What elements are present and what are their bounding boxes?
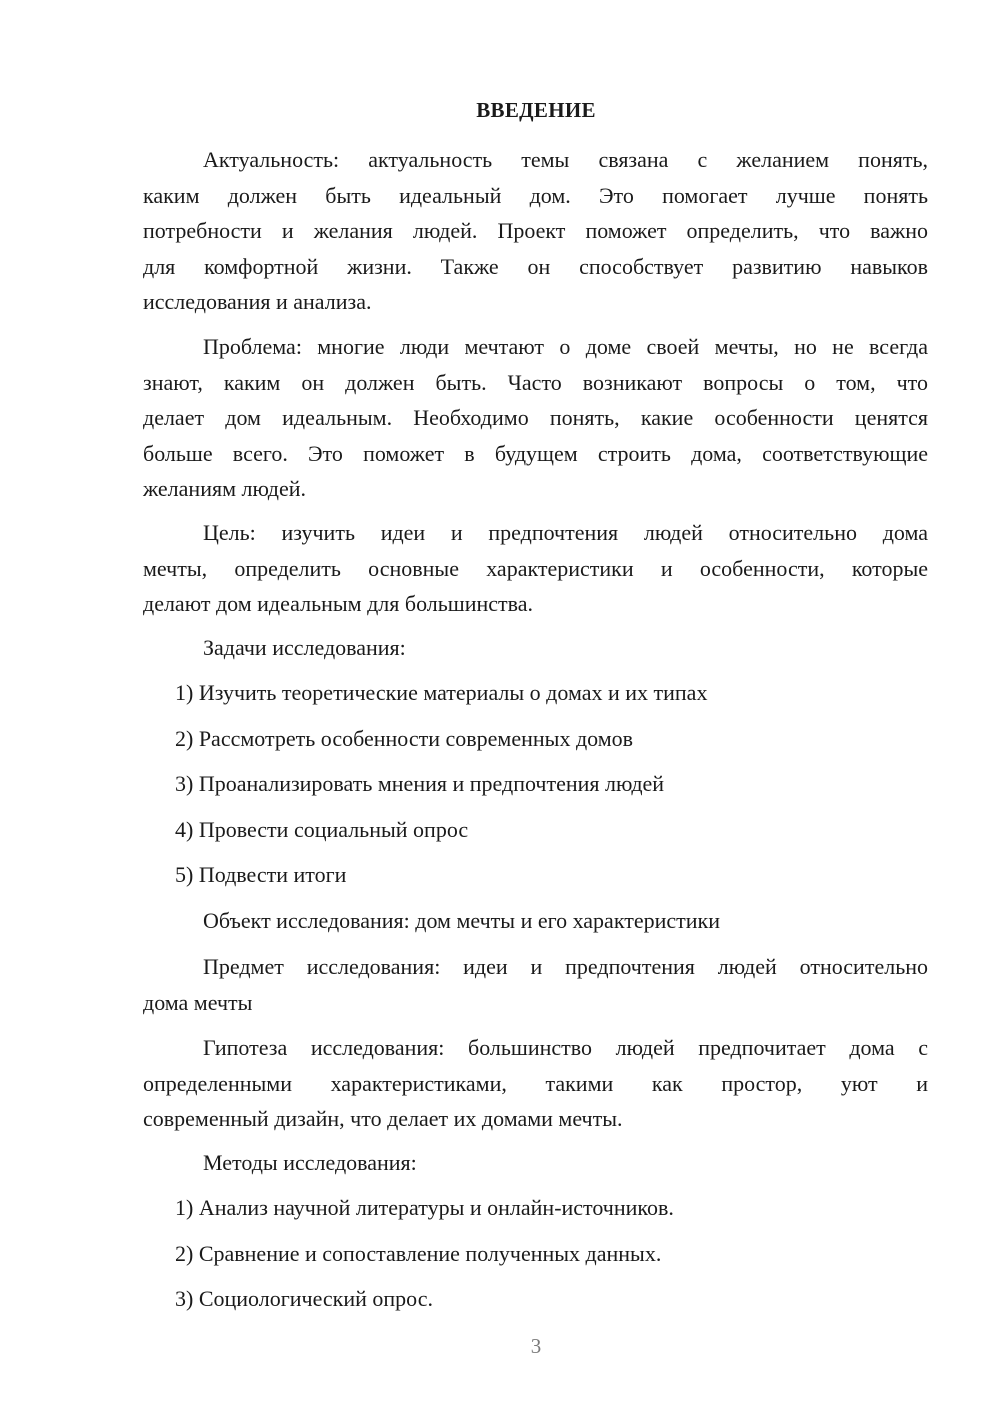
goal-line-2: мечты, определить основные характеристики и особенности, которые xyxy=(143,555,928,581)
relevance-line-2: каким должен быть идеальный дом. Это помогает лучше понять xyxy=(143,182,928,208)
task-item-4: 4) Провести социальный опрос xyxy=(175,817,469,842)
method-item-1: 1) Анализ научной литературы и онлайн-источников. xyxy=(175,1195,674,1220)
problem-paragraph xyxy=(143,329,928,507)
hypothesis-line-2: определенными характеристиками, такими как простор, уют и xyxy=(143,1070,928,1096)
task-item-3: 3) Проанализировать мнения и предпочтения людей xyxy=(175,771,665,796)
subject-line-2: дома мечты xyxy=(143,989,253,1015)
method-item-2: 2) Сравнение и сопоставление полученных данных. xyxy=(175,1241,662,1266)
subject-line-1: Предмет исследования: идеи и предпочтения людей относительно xyxy=(203,954,928,979)
goal-line-1: Цель: изучить идеи и предпочтения людей относительно дома xyxy=(203,520,928,545)
relevance-line-4: для комфортной жизни. Также он способствует развитию навыков xyxy=(143,253,928,279)
task-item-5: 5) Подвести итоги xyxy=(175,862,347,887)
methods-title: Методы исследования: xyxy=(203,1150,417,1175)
relevance-paragraph xyxy=(143,142,928,320)
problem-line-1: Проблема: многие люди мечтают о доме своей мечты, но не всегда xyxy=(203,334,928,359)
task-item-2: 2) Рассмотреть особенности современных домов xyxy=(175,726,634,751)
relevance-line-3: потребности и желания людей. Проект поможет определить, что важно xyxy=(143,218,928,243)
problem-line-5: желаниям людей. xyxy=(143,476,307,501)
tasks-title: Задачи исследования: xyxy=(203,635,406,660)
hypothesis-line-3: современный дизайн, что делает их домами мечты. xyxy=(143,1106,623,1131)
problem-line-3: делает дом идеальным. Необходимо понять, какие особенности ценятся xyxy=(143,405,928,430)
method-item-3: 3) Социологический опрос. xyxy=(175,1286,433,1311)
problem-line-2: знают, каким он должен быть. Часто возникают вопросы о том, что xyxy=(143,369,928,395)
hypothesis-paragraph xyxy=(143,1030,928,1137)
problem-line-4: больше всего. Это поможет в будущем строить дома, соответствующие xyxy=(143,440,928,466)
relevance-line-1: Актуальность: актуальность темы связана с желанием понять, xyxy=(203,147,928,172)
subject-paragraph xyxy=(143,949,928,1020)
page-number: 3 xyxy=(530,1334,542,1358)
page-heading: ВВЕДЕНИЕ xyxy=(476,98,596,122)
goal-paragraph xyxy=(143,515,928,622)
task-item-1: 1) Изучить теоретические материалы о домах и их типах xyxy=(175,680,708,705)
relevance-line-5: исследования и анализа. xyxy=(143,289,372,314)
goal-line-3: делают дом идеальным для большинства. xyxy=(143,591,534,616)
object-line: Объект исследования: дом мечты и его характеристики xyxy=(203,908,720,933)
hypothesis-line-1: Гипотеза исследования: большинство людей предпочитает дома с xyxy=(203,1035,928,1060)
